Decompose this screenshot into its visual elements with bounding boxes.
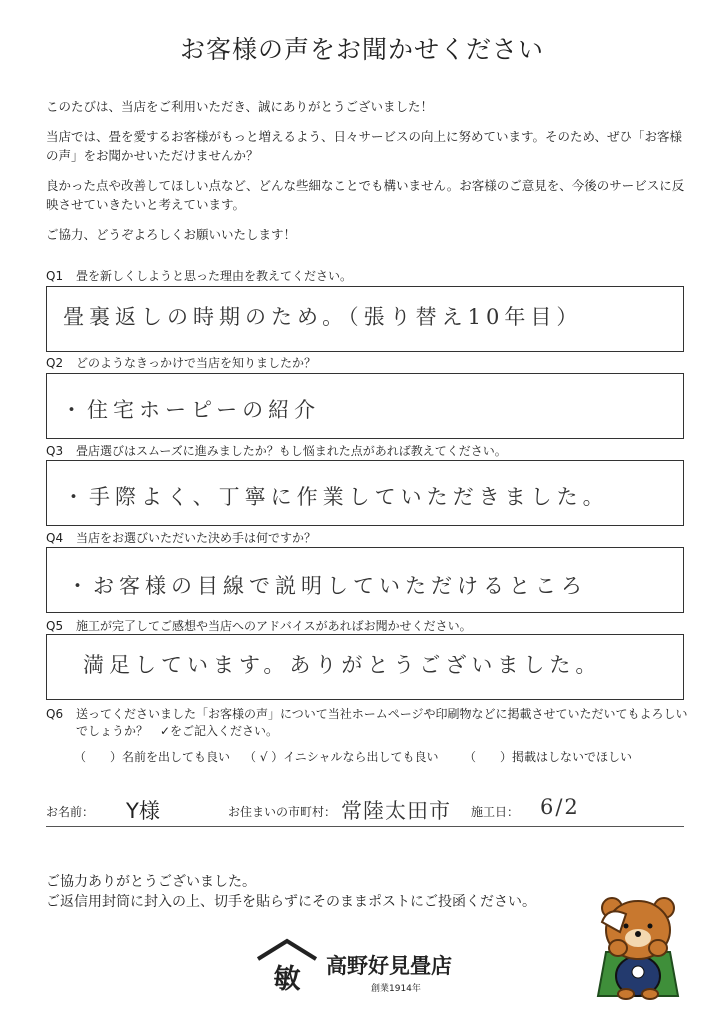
date-value[interactable]: 6/2 <box>540 795 580 819</box>
question-4-number: Q4 <box>46 531 64 545</box>
intro-thanks: このたびは、当店をご利用いただき、誠にありがとうございました！ <box>46 99 434 114</box>
question-3-number: Q3 <box>46 444 64 458</box>
option-name-ok[interactable] <box>74 748 230 765</box>
answer-box-2[interactable] <box>46 373 684 439</box>
option-no-publish[interactable] <box>464 748 632 765</box>
question-4 <box>46 529 316 546</box>
brand-name: 高野好見畳店 <box>326 953 452 978</box>
question-6-number: Q6 <box>46 707 64 721</box>
brand-emblem <box>256 937 318 995</box>
mascot-bear-icon <box>592 892 684 1002</box>
question-6-line2: でしょうか？ ✓をご記入ください。 <box>76 724 279 738</box>
answer-1-text: 畳裏返しの時期のため。（張り替え10年目） <box>63 305 583 329</box>
option-no-publish-label: 掲載はしないでほしい <box>512 750 633 764</box>
question-5 <box>46 617 472 634</box>
question-6 <box>46 706 688 740</box>
answer-5-text: 満足しています。ありがとうございました。 <box>83 653 602 677</box>
question-3-text: 畳店選びはスムーズに進みましたか？もし悩まれた点があれば教えてください。 <box>76 444 507 458</box>
mascot-bear-illustration <box>592 892 684 1002</box>
answer-box-4[interactable] <box>46 547 684 613</box>
date-label: 施工日： <box>471 805 520 819</box>
brand-emblem-char: 敏 <box>273 964 301 995</box>
city-value[interactable]: 常陸太田市 <box>341 799 451 823</box>
option-name-ok-checkbox[interactable]: （ ） <box>74 750 123 764</box>
answer-2-text: ・住宅ホーピーの紹介 <box>61 398 321 422</box>
question-2 <box>46 354 316 371</box>
name-label: お名前： <box>46 805 95 819</box>
intro-feedback: 良かった点や改善してほしい点など、どんな些細なことでも構いません。お客様のご意見を、今後のサービスに反映させていきたいと考えています。 <box>46 178 685 212</box>
question-5-number: Q5 <box>46 619 64 633</box>
question-3 <box>46 442 507 459</box>
question-6-line1: 送ってくださいました「お客様の声」について当社ホームページや印刷物などに掲載させていただいてもよろしい <box>76 707 688 721</box>
question-1 <box>46 267 352 284</box>
option-name-ok-label: 名前を出しても良い <box>122 750 231 764</box>
option-no-publish-checkbox[interactable]: （ ） <box>464 750 513 764</box>
intro-closing: ご協力、どうぞよろしくお願いいたします！ <box>46 227 297 242</box>
answer-box-1[interactable] <box>46 286 684 352</box>
question-5-text: 施工が完了してご感想や当店へのアドバイスがあればお聞かせください。 <box>76 619 472 633</box>
option-initial-ok-checkbox[interactable]: （ √ ） <box>244 750 284 764</box>
answer-box-5[interactable] <box>46 634 684 700</box>
answer-box-3[interactable] <box>46 460 684 526</box>
option-initial-ok-label: イニシャルなら出しても良い <box>283 750 439 764</box>
answer-3-text: ・手際よく、丁寧に作業していただきました。 <box>63 485 609 509</box>
signature-underline <box>46 826 684 827</box>
intro-request: 当店では、畳を愛するお客様がもっと増えるよう、日々サービスの向上に努めています。そのため、ぜひ「お客様の声」をお聞かせいただけませんか？ <box>46 129 683 163</box>
footer-thanks: ご協力ありがとうございました。 <box>46 874 256 890</box>
city-label: お住まいの市町村： <box>228 805 337 819</box>
page-title: お客様の声をお聞かせください <box>179 35 544 64</box>
question-2-text: どのようなきっかけで当店を知りましたか？ <box>76 356 317 370</box>
question-1-text: 畳を新しくしようと思った理由を教えてください。 <box>76 269 353 283</box>
question-4-text: 当店をお選びいただいた決め手は何ですか？ <box>76 531 317 545</box>
question-2-number: Q2 <box>46 356 64 370</box>
question-1-number: Q1 <box>46 269 64 283</box>
brand-founded: 創業1914年 <box>371 984 421 994</box>
option-initial-ok[interactable] <box>244 748 439 765</box>
footer-instructions: ご返信用封筒に封入の上、切手を貼らずにそのままポストにご投函ください。 <box>46 894 536 910</box>
name-value[interactable]: Y様 <box>126 799 160 823</box>
answer-4-text: ・お客様の目線で説明していただけるところ <box>67 574 587 598</box>
